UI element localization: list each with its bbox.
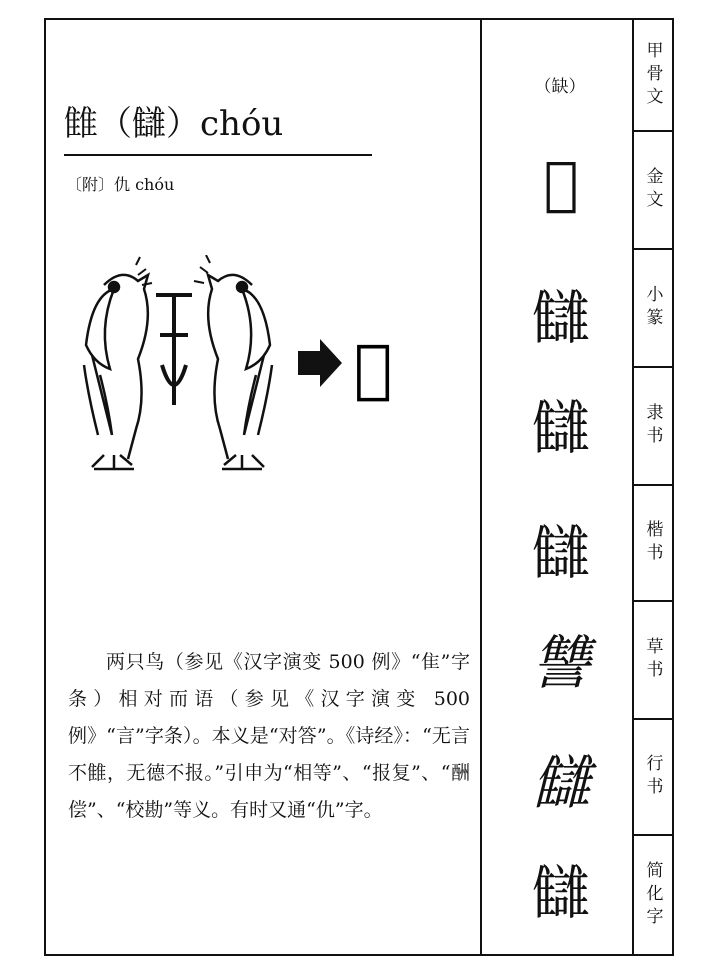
bird-dialogue-illustration — [74, 255, 454, 485]
tab-bronze[interactable]: 金文 — [634, 132, 672, 250]
tab-seal[interactable]: 小篆 — [634, 250, 672, 368]
bronze-glyph: 𩀱 — [543, 149, 579, 217]
tab-simplified[interactable]: 简化字 — [642, 860, 663, 930]
seal-script-glyph: 讎 — [531, 284, 590, 352]
clerical-glyph: 讎 — [531, 394, 590, 462]
explanation-text: 两只鸟（参见《汉字演变 500 例》“隹”字条）相对而语（参见《汉字演变 500 例》“言”字条）。本义是“对答”。《诗经》：“无言不雔，无德不报。”引申为“相等”、“报复”、“酬偿”、“校勘”等义。有时又通“仇”字。 — [68, 651, 470, 821]
running-glyph: 讎 — [531, 749, 590, 817]
tab-clerical[interactable]: 隶书 — [634, 368, 672, 486]
tab-cursive[interactable]: 草书 — [634, 602, 672, 720]
oracle-missing-label: （缺） — [534, 77, 586, 97]
seal-glyph: 𩀱 — [354, 332, 393, 406]
tab-regular[interactable]: 楷书 — [634, 486, 672, 602]
tab-running[interactable]: 行书 — [634, 720, 672, 836]
tab-oracle[interactable]: 甲骨文 — [634, 20, 672, 132]
arrow-right-icon — [298, 339, 342, 387]
simplified-glyph: 讎 — [531, 859, 590, 927]
regular-glyph: 讎 — [531, 519, 590, 587]
left-bird-icon — [84, 275, 148, 469]
title-underline — [64, 154, 372, 156]
right-bird-icon — [208, 275, 272, 469]
cursive-glyph: 讐 — [531, 629, 590, 697]
speech-symbol-icon — [156, 295, 192, 405]
appendix-note: 〔附〕仇 chóu — [66, 175, 175, 194]
column-divider — [480, 20, 482, 954]
entry-title: 雔（讎）chóu — [64, 104, 284, 144]
